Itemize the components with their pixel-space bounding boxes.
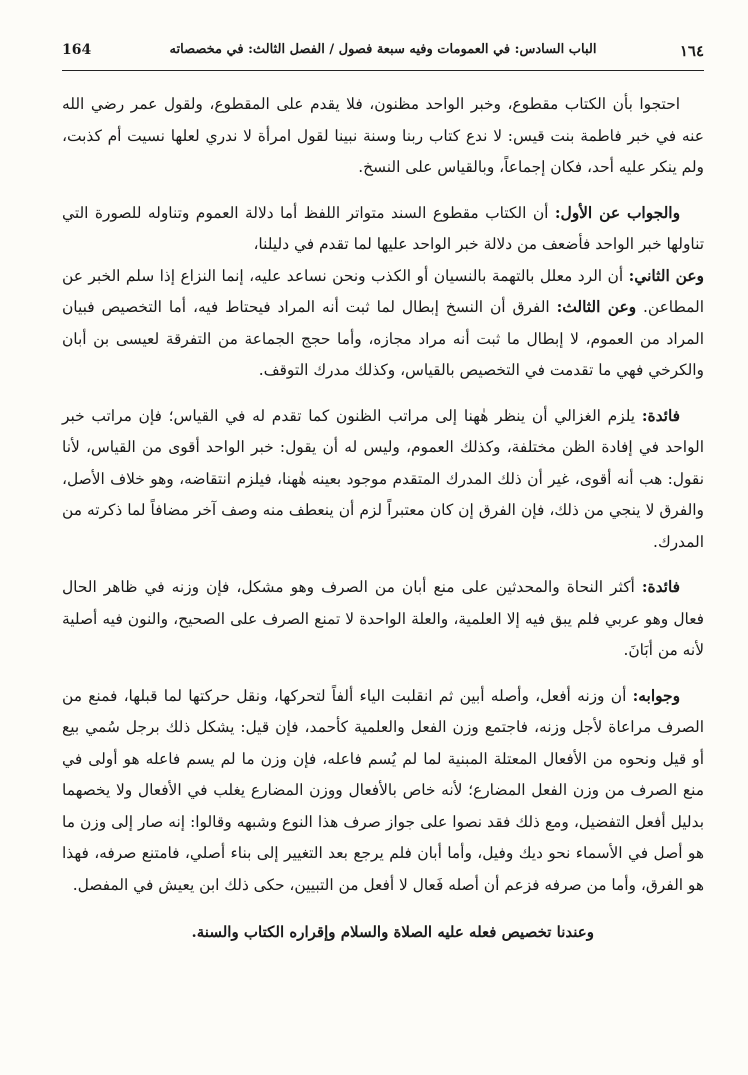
keyword-note: فائدة: xyxy=(641,578,680,596)
running-title: الباب السادس: في العمومات وفيه سبعة فصول / الفصل الثالث: في مخصصاته xyxy=(169,42,597,57)
paragraph-arguments: احتجوا بأن الكتاب مقطوع، وخبر الواحد مظنون، فلا يقدم على المقطوع، ولقول عمر رضي الله عنه في خبر فاطمة بنت قيس: لا ندع كتاب ربنا وسنة نبينا لقول امرأة لا ندري لعلها نسيت أم كذبت، ولم ينكر عليه أحد، فكان إجماعاً، وبالقياس على النسخ. xyxy=(62,95,704,176)
keyword-answer-first: والجواب عن الأول: xyxy=(554,203,680,222)
keyword-note: فائدة: xyxy=(641,406,680,425)
paragraph-answer-aban: وجوابه: أن وزنه أفعل، وأصله أبين ثم انقلبت الياء ألفاً لتحركها، ونقل حركتها لما قبلها، فمنع من الصرف مراعاة لأجل وزنه، فاجتمع وزن الفعل والعلمية كأحمد، فإن قيل: يشكل ذلك برجل سُمي بيع أو قيل ونحوه من الأفعال المعتلة المبنية لما لم يُسم فاعله، فإن وزن ما لم يسم فاعله هو أولى في منع الصرف من وزن الفعل المضارع؛ لأنه خاص بالأفعال ووزن المضارع يغلب في الأفعال ولا يخصهما بدليل أفعل التفضيل، ومع ذلك فقد نصوا على جواز صرف هذا النوع وشبهه وقالوا: إنه صار إلى وزن ما هو أصل في الأسماء نحو ديك وفيل، وأما أبان فلم يرجع بعد التغيير إلى بناء أصلي، فامتنع صرفه، فهذا هو الفرق، وأما من صرفه فزعم أن أصله فَعال لا أفعل من التبيين، حكى ذلك ابن يعيش في المفصل. xyxy=(62,686,704,894)
page-header xyxy=(62,36,704,71)
closing-heading: وعندنا تخصيص فعله عليه الصلاة والسلام وإقراره الكتاب والسنة. xyxy=(191,923,594,941)
paragraph-answer-second-third: وعن الثاني: أن الرد معلل بالتهمة بالنسيان أو الكذب ونحن نساعد عليه، إنما النزاع إذا سلم الخبر عن المطاعن. وعن الثالث: الفرق أن النسخ إبطال لما ثبت أنه المراد فيحتاط فيه، أما التخصيص فبيان المراد من العموم، لا إبطال ما ثبت أنه مراد مجازه، وأما حجج الجماعة من التفرقة لعيسى بن أبان والكرخي فهي ما تقدمت في التخصيص بالقياس، وكذلك مدرك التوقف. xyxy=(62,266,704,379)
page-number-arabic: ١٦٤ xyxy=(679,42,704,60)
paragraph-note-aban: فائدة: أكثر النحاة والمحدثين على منع أبان من الصرف وهو مشكل، فإن وزنه في ظاهر الحال فعال وهو عربي فلم يبق فيه إلا العلمية، والعلة الواحدة لا تمنع الصرف على الصحيح، والنون فيه أصلية لأنه من أبَانَ. xyxy=(62,578,704,659)
keyword-answer-second: وعن الثاني: xyxy=(628,266,704,285)
body-text xyxy=(62,89,704,901)
paragraph-answer-first: والجواب عن الأول: أن الكتاب مقطوع السند متواتر اللفظ أما دلالة العموم وتناوله للصورة التي تناولها خبر الواحد فأضعف من دلالة خبر الواحد عليها لما تقدم في دليلنا، xyxy=(62,203,704,253)
keyword-answer-third: وعن الثالث: xyxy=(556,298,637,316)
keyword-answer: وجوابه: xyxy=(632,686,680,705)
page-number-latin: 164 xyxy=(62,42,92,58)
paragraph-note-ghazali: فائدة: يلزم الغزالي أن ينظر هٰهنا إلى مراتب الظنون كما تقدم له في القياس؛ فإن مراتب خبر الواحد في إفادة الظن مختلفة، وكذلك العموم، وليس له أن يقول: خبر الواحد أقوى من القياس، لأنا نقول: هب أنه أقوى، غير أن ذلك المدرك المتقدم موجود بعينه هٰهنا، فيلزم انتقاضه، وهو خلاف الأصل، والفرق لا ينجي من ذلك، فإن الفرق إن كان معتبراً لزم أن ينعطف منه وصف آخر مضافاً لما ذكرته من المدرك. xyxy=(62,406,704,551)
